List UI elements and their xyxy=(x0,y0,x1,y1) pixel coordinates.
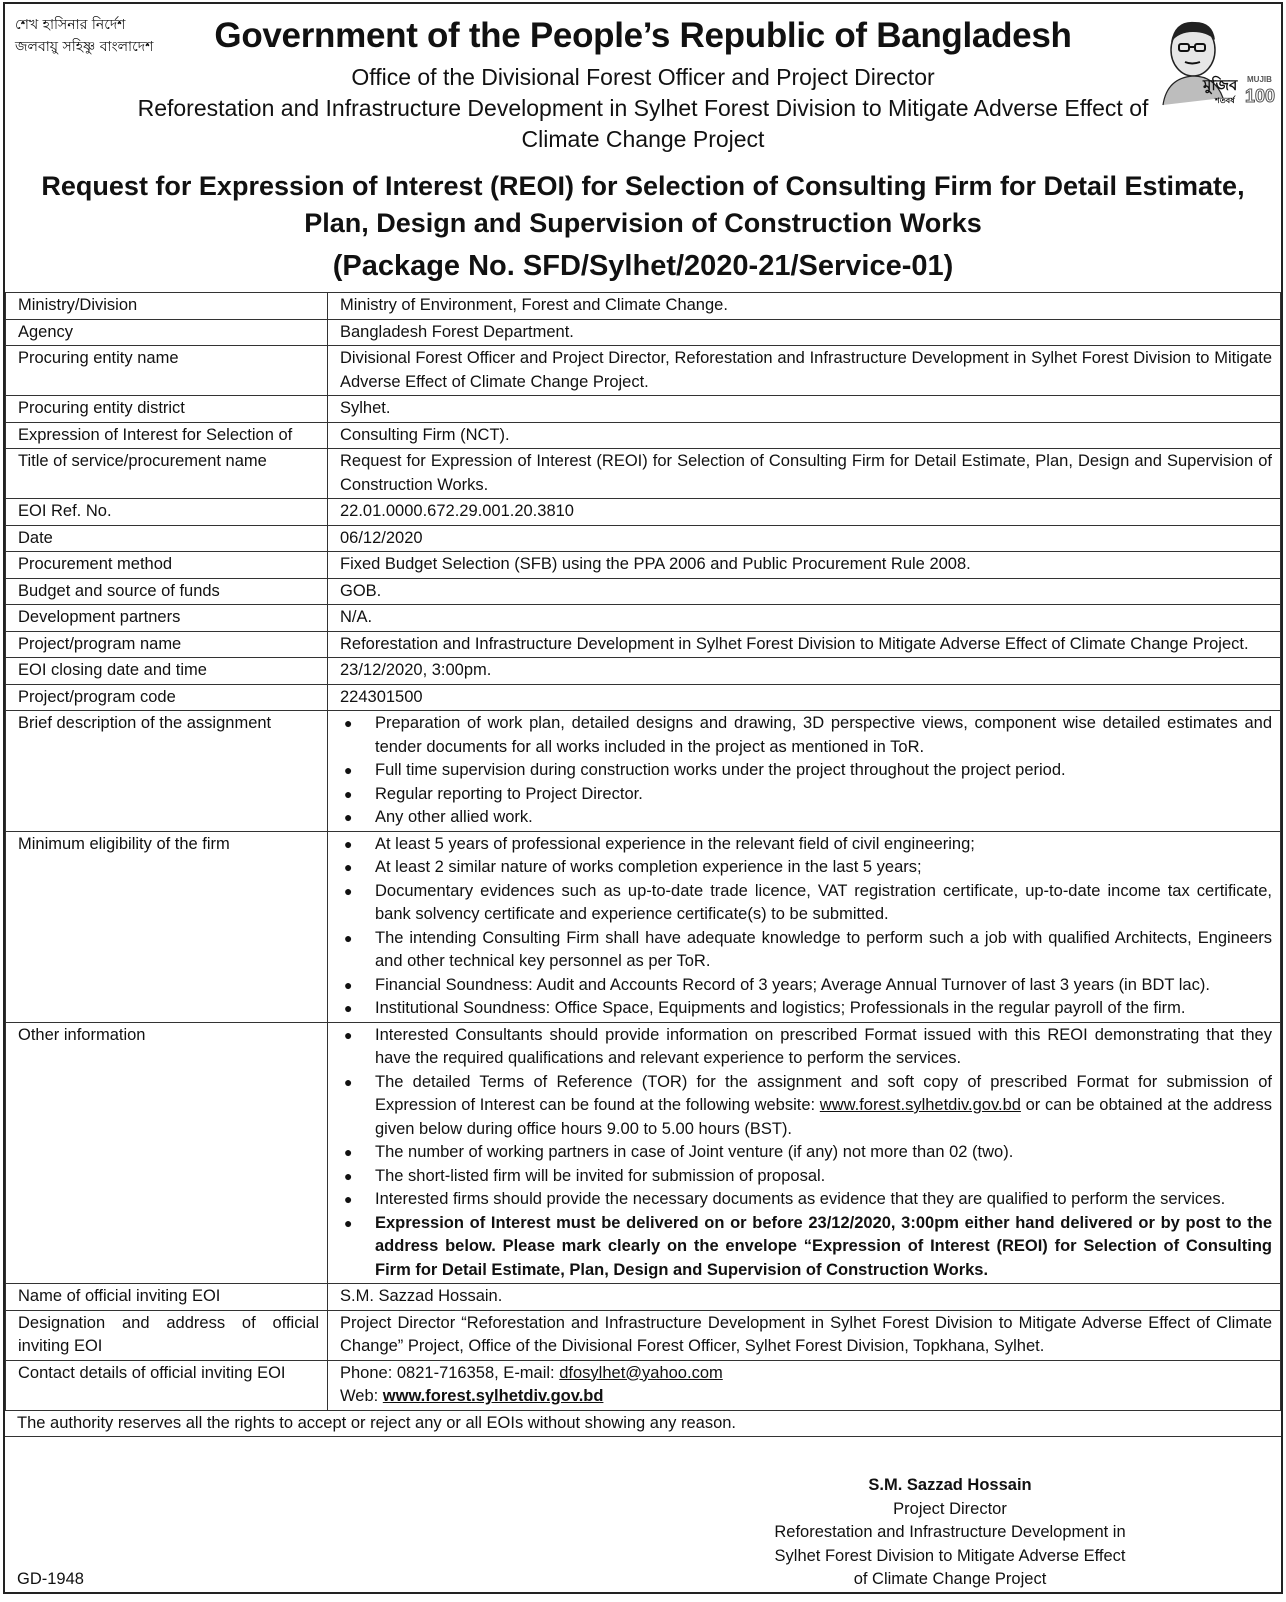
row-value: Reforestation and Infrastructure Development in Sylhet Forest Division to Mitigate Adverse Effect of Climate Change Project. xyxy=(328,631,1281,658)
web-link[interactable]: www.forest.sylhetdiv.gov.bd xyxy=(382,1387,604,1405)
list-item: ● Documentary evidences such as up-to-date trade licence, VAT registration certificate, up-to-date income tax certificate, bank solvency certificate and experience certificate(s) to be submitted. xyxy=(340,880,1272,927)
table-row xyxy=(6,1284,1281,1311)
row-label: Other information xyxy=(6,1022,328,1284)
list-item: ● Institutional Soundness: Office Space, Equipments and logistics; Professionals in the regular payroll of the firm. xyxy=(340,997,1272,1021)
signature-block xyxy=(725,1474,1175,1592)
list-item: ● Interested firms should provide the necessary documents as evidence that they are qualified to perform the services. xyxy=(340,1188,1272,1212)
table-row xyxy=(6,578,1281,605)
row-label: Minimum eligibility of the firm xyxy=(6,831,328,1022)
table-row xyxy=(6,831,1281,1022)
row-value: Ministry of Environment, Forest and Climate Change. xyxy=(328,293,1281,320)
office-line-3: Climate Change Project xyxy=(521,126,765,152)
eligibility-list xyxy=(340,833,1272,1021)
notice-header xyxy=(5,4,1281,292)
row-label: Title of service/procurement name xyxy=(6,449,328,499)
contact-web xyxy=(340,1385,1272,1409)
table-row xyxy=(6,319,1281,346)
web-label: Web: xyxy=(340,1387,383,1405)
row-label: EOI Ref. No. xyxy=(6,499,328,526)
table-row xyxy=(6,1360,1281,1410)
list-item: ● Regular reporting to Project Director. xyxy=(340,783,1272,807)
row-value xyxy=(328,711,1281,832)
table-row xyxy=(6,658,1281,685)
eoi-details-table xyxy=(5,292,1281,1411)
row-label: Project/program name xyxy=(6,631,328,658)
row-label: Brief description of the assignment xyxy=(6,711,328,832)
notice-page xyxy=(3,2,1283,1594)
row-value: Request for Expression of Interest (REOI) for Selection of Consulting Firm for Detail Estimate, Plan, Design and Supervision of Construction Works. xyxy=(328,449,1281,499)
table-row xyxy=(6,1310,1281,1360)
row-value: 23/12/2020, 3:00pm. xyxy=(328,658,1281,685)
row-label: Agency xyxy=(6,319,328,346)
list-item: ● Full time supervision during construction works under the project throughout the project period. xyxy=(340,759,1272,783)
row-label: Name of official inviting EOI xyxy=(6,1284,328,1311)
gd-number: GD-1948 xyxy=(17,1570,84,1588)
row-value xyxy=(328,831,1281,1022)
tor-text-start: The detailed Terms of Reference (TOR) for the assignment and soft copy of prescribed Format for submission of Expression of Interest can be found at the following website: xyxy=(375,1072,1272,1114)
tor-text-end: or can be obtained at the address given below during office hours 9.00 to 5.00 hours (BST). xyxy=(375,1096,1272,1138)
row-label: Ministry/Division xyxy=(6,293,328,320)
contact-phone-email xyxy=(340,1362,1272,1386)
list-item: ● The number of working partners in case of Joint venture (if any) not more than 02 (two). xyxy=(340,1141,1272,1165)
row-value: 224301500 xyxy=(328,684,1281,711)
row-label: Expression of Interest for Selection of xyxy=(6,422,328,449)
row-label: Development partners xyxy=(6,605,328,632)
row-label: Date xyxy=(6,525,328,552)
package-number: (Package No. SFD/Sylhet/2020-21/Service-01) xyxy=(332,250,954,282)
table-row xyxy=(6,525,1281,552)
logo-bangla-text: মুজিব xyxy=(1203,76,1238,94)
forest-website-link[interactable]: www.forest.sylhetdiv.gov.bd xyxy=(819,1096,1021,1114)
table-row xyxy=(6,711,1281,832)
table-row xyxy=(6,293,1281,320)
reoi-title-line-1: Request for Expression of Interest (REOI) for Selection of Consulting Firm for Detail Estimate, xyxy=(41,171,1245,201)
office-line-2: Reforestation and Infrastructure Development in Sylhet Forest Division to Mitigate Adverse Effect of xyxy=(137,95,1149,121)
assignment-list xyxy=(340,712,1272,830)
row-value xyxy=(328,1360,1281,1410)
list-item: ● Financial Soundness: Audit and Accounts Record of 3 years; Average Annual Turnover of last 3 years (in BDT lac). xyxy=(340,974,1272,998)
row-label: Contact details of official inviting EOI xyxy=(6,1360,328,1410)
list-item: ● Any other allied work. xyxy=(340,806,1272,830)
reoi-title xyxy=(5,168,1281,242)
table-row xyxy=(6,422,1281,449)
row-value: N/A. xyxy=(328,605,1281,632)
authority-note: The authority reserves all the rights to accept or reject any or all EOIs without showing any reason. xyxy=(5,1411,1281,1438)
list-item: ● Expression of Interest must be delivered on or before 23/12/2020, 3:00pm either hand delivered or by post to the address below. Please mark clearly on the envelope “Expression of Interest (REOI) for Selection of Consulting Firm for Detail Estimate, Plan, Design and Supervision of Construction Works. xyxy=(340,1212,1272,1283)
slogan-line-2: জলবায়ু সহিষ্ণু বাংলাদেশ xyxy=(15,39,154,55)
logo-bangla-subtext: শতবর্ষ xyxy=(1215,96,1235,105)
signer-title: Project Director xyxy=(893,1499,1007,1518)
table-row xyxy=(6,499,1281,526)
row-label: Procuring entity name xyxy=(6,346,328,396)
office-block xyxy=(5,62,1281,155)
row-value: Fixed Budget Selection (SFB) using the PPA 2006 and Public Procurement Rule 2008. xyxy=(328,552,1281,579)
row-label: EOI closing date and time xyxy=(6,658,328,685)
table-row xyxy=(6,552,1281,579)
slogan-line-1: শেখ হাসিনার নির্দেশ xyxy=(15,17,126,33)
table-row xyxy=(6,449,1281,499)
office-line-1: Office of the Divisional Forest Officer and Project Director xyxy=(351,64,935,90)
list-item: ● At least 5 years of professional experience in the relevant field of civil engineering; xyxy=(340,833,1272,857)
logo-number: 100 xyxy=(1245,86,1276,106)
government-title: Government of the People’s Republic of Bangladesh xyxy=(214,16,1072,55)
row-value: 06/12/2020 xyxy=(328,525,1281,552)
row-value: Consulting Firm (NCT). xyxy=(328,422,1281,449)
row-value: Sylhet. xyxy=(328,396,1281,423)
email-link[interactable]: dfosylhet@yahoo.com xyxy=(559,1363,723,1382)
table-row xyxy=(6,346,1281,396)
signer-org-line-3: of Climate Change Project xyxy=(853,1570,1047,1588)
table-row xyxy=(6,396,1281,423)
list-item: ● Preparation of work plan, detailed designs and drawing, 3D perspective views, component wise detailed estimates and tender documents for all works included in the project as mentioned in ToR. xyxy=(340,712,1272,759)
row-value: GOB. xyxy=(328,578,1281,605)
row-label: Procuring entity district xyxy=(6,396,328,423)
other-info-list xyxy=(340,1024,1272,1283)
row-label: Designation and address of official inviting EOI xyxy=(6,1310,328,1360)
table-row xyxy=(6,605,1281,632)
list-item: ● At least 2 similar nature of works completion experience in the last 5 years; xyxy=(340,856,1272,880)
row-label: Budget and source of funds xyxy=(6,578,328,605)
row-value: S.M. Sazzad Hossain. xyxy=(328,1284,1281,1311)
row-label: Project/program code xyxy=(6,684,328,711)
list-item xyxy=(340,1071,1272,1142)
row-value: 22.01.0000.672.29.001.20.3810 xyxy=(328,499,1281,526)
signer-name: S.M. Sazzad Hossain xyxy=(868,1476,1032,1494)
logo-english-text: MUJIB xyxy=(1247,75,1272,84)
row-value: Project Director “Reforestation and Infrastructure Development in Sylhet Forest Division to Mitigate Adverse Effect of Climate Change” Project, Office of the Divisional Forest Officer, Sylhet Forest Division, Topkhana, Sylhet. xyxy=(328,1310,1281,1360)
phone-text: Phone: 0821-716358, E-mail: xyxy=(340,1363,560,1382)
signer-org-line-1: Reforestation and Infrastructure Development in xyxy=(774,1523,1126,1541)
table-row xyxy=(6,1022,1281,1284)
signer-org-line-2: Sylhet Forest Division to Mitigate Adverse Effect xyxy=(774,1546,1126,1565)
row-value: Bangladesh Forest Department. xyxy=(328,319,1281,346)
row-value xyxy=(328,1022,1281,1284)
table-row xyxy=(6,684,1281,711)
table-row xyxy=(6,631,1281,658)
list-item: ● The short-listed firm will be invited for submission of proposal. xyxy=(340,1165,1272,1189)
list-item: ● Interested Consultants should provide information on prescribed Format issued with this REOI demonstrating that they have the required qualifications and relevant experience to perform the services. xyxy=(340,1024,1272,1071)
row-value: Divisional Forest Officer and Project Director, Reforestation and Infrastructure Development in Sylhet Forest Division to Mitigate Adverse Effect of Climate Change Project. xyxy=(328,346,1281,396)
reoi-title-line-2: Plan, Design and Supervision of Construction Works xyxy=(304,208,982,238)
list-item: ● The intending Consulting Firm shall have adequate knowledge to perform such a job with qualified Architects, Engineers and other technical key personnel as per ToR. xyxy=(340,927,1272,974)
row-label: Procurement method xyxy=(6,552,328,579)
